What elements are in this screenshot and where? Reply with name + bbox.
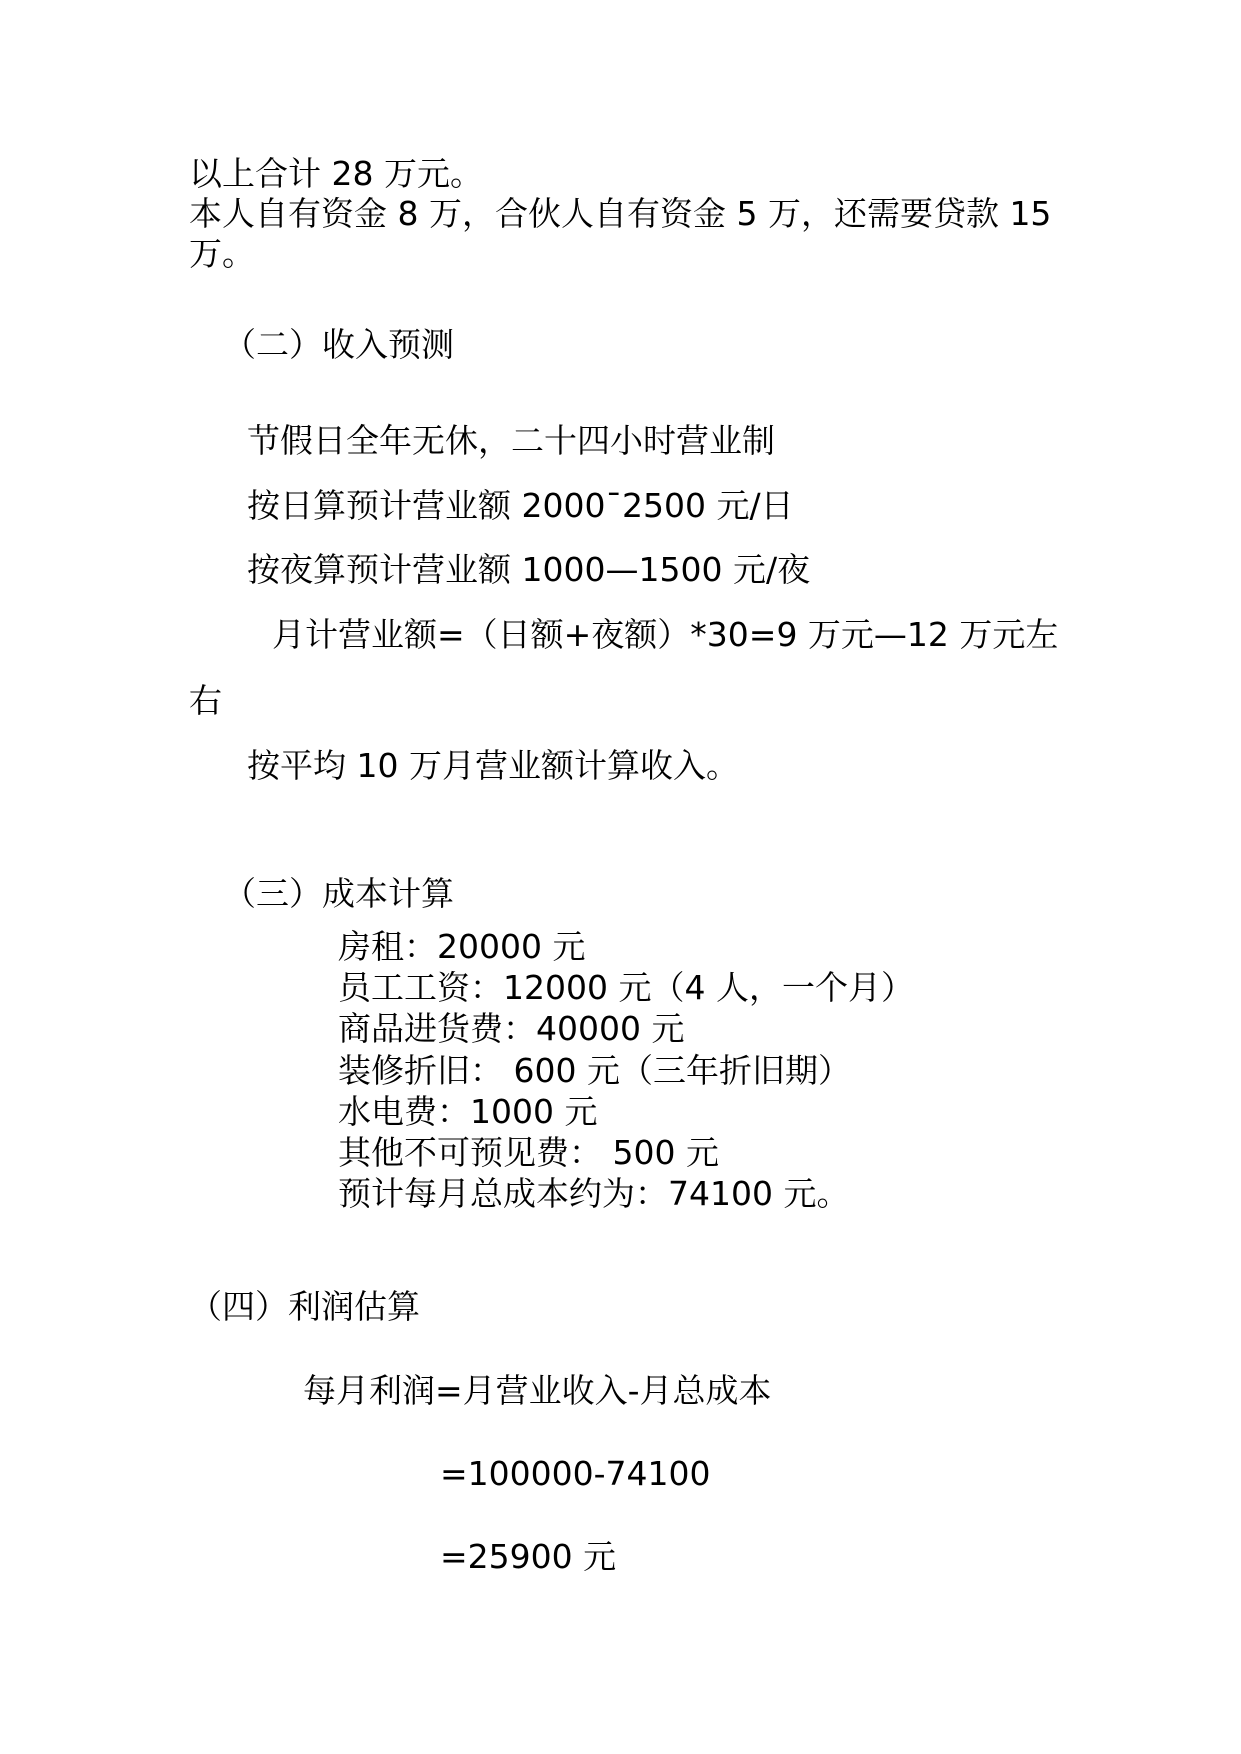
profit-step2: =25900 元 xyxy=(440,1537,617,1576)
cost-heading: （三）成本计算 xyxy=(223,874,454,913)
funding-total: 以上合计 28 万元。 xyxy=(189,154,483,193)
income-nightly: 按夜算预计营业额 1000—1500 元/夜 xyxy=(247,550,811,589)
cost-item-other: 其他不可预见费： 500 元 xyxy=(338,1133,719,1172)
profit-step1: =100000-74100 xyxy=(440,1454,711,1493)
income-schedule: 节假日全年无休，二十四小时营业制 xyxy=(247,421,775,460)
income-monthly-line2: 右 xyxy=(189,681,222,720)
profit-heading: （四）利润估算 xyxy=(189,1287,420,1326)
income-monthly-line1: 月计营业额=（日额+夜额）*30=9 万元—12 万元左 xyxy=(272,615,1059,654)
cost-item-goods: 商品进货费：40000 元 xyxy=(338,1009,685,1048)
income-daily: 按日算预计营业额 2000¯2500 元/日 xyxy=(247,486,794,525)
cost-item-decoration: 装修折旧： 600 元（三年折旧期） xyxy=(338,1051,851,1090)
income-basis: 按平均 10 万月营业额计算收入。 xyxy=(247,746,739,785)
cost-item-utilities: 水电费：1000 元 xyxy=(338,1092,598,1131)
funding-own-funds-line1: 本人自有资金 8 万，合伙人自有资金 5 万，还需要贷款 15 xyxy=(189,194,1052,233)
profit-formula: 每月利润=月营业收入-月总成本 xyxy=(303,1371,772,1410)
cost-item-salary: 员工工资：12000 元（4 人，一个月） xyxy=(338,968,914,1007)
income-heading: （二）收入预测 xyxy=(223,325,454,364)
cost-item-rent: 房租：20000 元 xyxy=(338,927,586,966)
cost-item-total: 预计每月总成本约为：74100 元。 xyxy=(338,1174,850,1213)
funding-own-funds-line2: 万。 xyxy=(189,234,255,273)
